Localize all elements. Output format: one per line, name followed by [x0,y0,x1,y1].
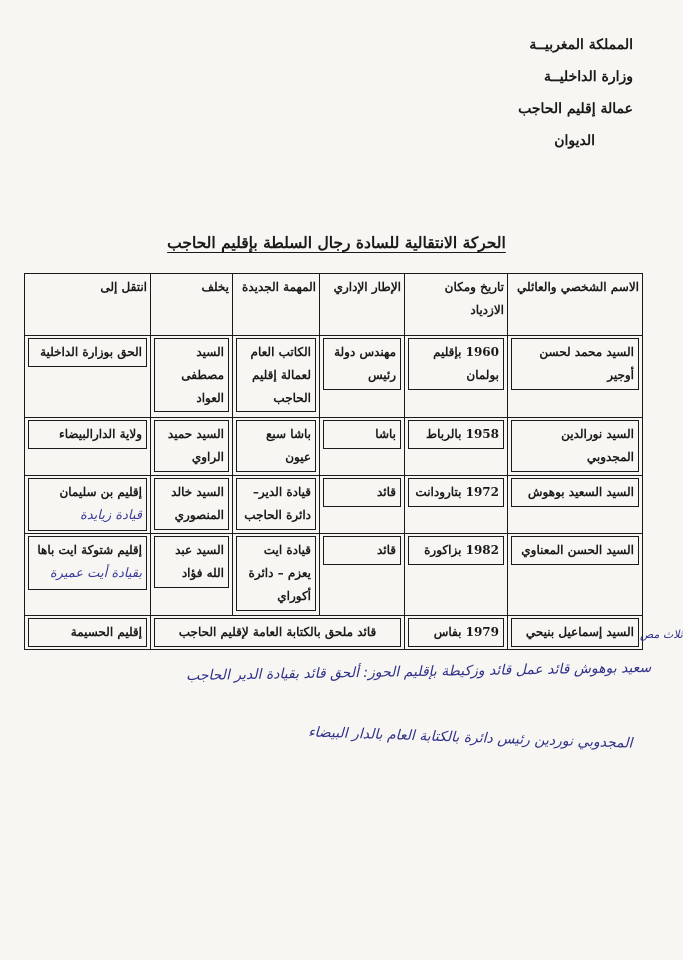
cell-birth: 1958 بالرباط [405,418,508,476]
cell-birth: 1982 بزاكورة [405,534,508,616]
cell-name: السيد الحسن المعناوي [508,534,643,616]
table-row [25,336,643,418]
cell-replaces: السيد مصطفى العواد [151,336,233,418]
letterhead-prefecture: عمالة إقليم الحاجب [518,101,633,117]
table-header-row [25,274,643,336]
letterhead-office: الديوان [554,133,595,149]
cell-moved-to [25,476,151,534]
cell-birth: 1960 بإقليم بولمان [405,336,508,418]
table-row [25,418,643,476]
moved-to-text: إقليم بن سليمان [59,485,142,499]
cell-frame: مهندس دولة رئيس [320,336,405,418]
cell-moved-to: إقليم الحسيمة [25,616,151,650]
cell-moved-to: ولاية الدارالبيضاء [25,418,151,476]
handwritten-correction: قيادة زيايدة [80,507,142,523]
transfer-table [24,273,643,650]
cell-replaces: السيد خالد المنصوري [151,476,233,534]
handwritten-note-1: سعيد بوهوش قائد عمل قائد وزكيطة بإقليم الحوز: ألحق قائد بقيادة الدير الحاجب [185,659,652,685]
letterhead [518,38,633,166]
header-birth: تاريخ ومكان الازدياد [405,274,508,336]
document-title: الحركة الانتقالية للسادة رجال السلطة بإقليم الحاجب [167,233,506,252]
cell-moved-to: الحق بوزارة الداخلية [25,336,151,418]
header-name: الاسم الشخصي والعائلي [508,274,643,336]
cell-frame: باشا [320,418,405,476]
margin-handwriting: ثلاث مص [640,628,683,641]
cell-name: السيد محمد لحسن أوجير [508,336,643,418]
letterhead-ministry: وزارة الداخليــة [544,69,633,85]
cell-mission: باشا سبع عيون [233,418,320,476]
cell-frame: قائد [320,476,405,534]
cell-moved-to [25,534,151,616]
cell-name: السيد السعيد بوهوش [508,476,643,534]
cell-mission: قيادة الدير– دائرة الحاجب [233,476,320,534]
cell-merged-mission: قائد ملحق بالكتابة العامة لإقليم الحاجب [151,616,405,650]
cell-birth: 1979 بفاس [405,616,508,650]
cell-birth: 1972 بتارودانت [405,476,508,534]
cell-replaces: السيد عبد الله فؤاد [151,534,233,616]
table-row [25,616,643,650]
cell-replaces: السيد حميد الراوي [151,418,233,476]
header-replaces: يخلف [151,274,233,336]
table-row [25,534,643,616]
handwritten-correction: بقيادة أيت عميرة [49,566,142,582]
cell-name: السيد إسماعيل بنيحي [508,616,643,650]
cell-mission: قيادة ايت يعزم – دائرة أكوراي [233,534,320,616]
header-moved-to: انتقل إلى [25,274,151,336]
cell-frame: قائد [320,534,405,616]
moved-to-text: إقليم شتوكة ايت باها [37,543,142,558]
header-frame: الإطار الإداري [320,274,405,336]
cell-name: السيد نورالدين المجدوبي [508,418,643,476]
header-mission: المهمة الجديدة [233,274,320,336]
letterhead-kingdom: المملكة المغربيــة [529,37,633,53]
cell-mission: الكاتب العام لعمالة إقليم الحاجب [233,336,320,418]
handwritten-note-2: المجدوبي نوردين رئيس دائرة بالكتابة العام بالدار البيضاء [308,724,634,752]
table-row [25,476,643,534]
